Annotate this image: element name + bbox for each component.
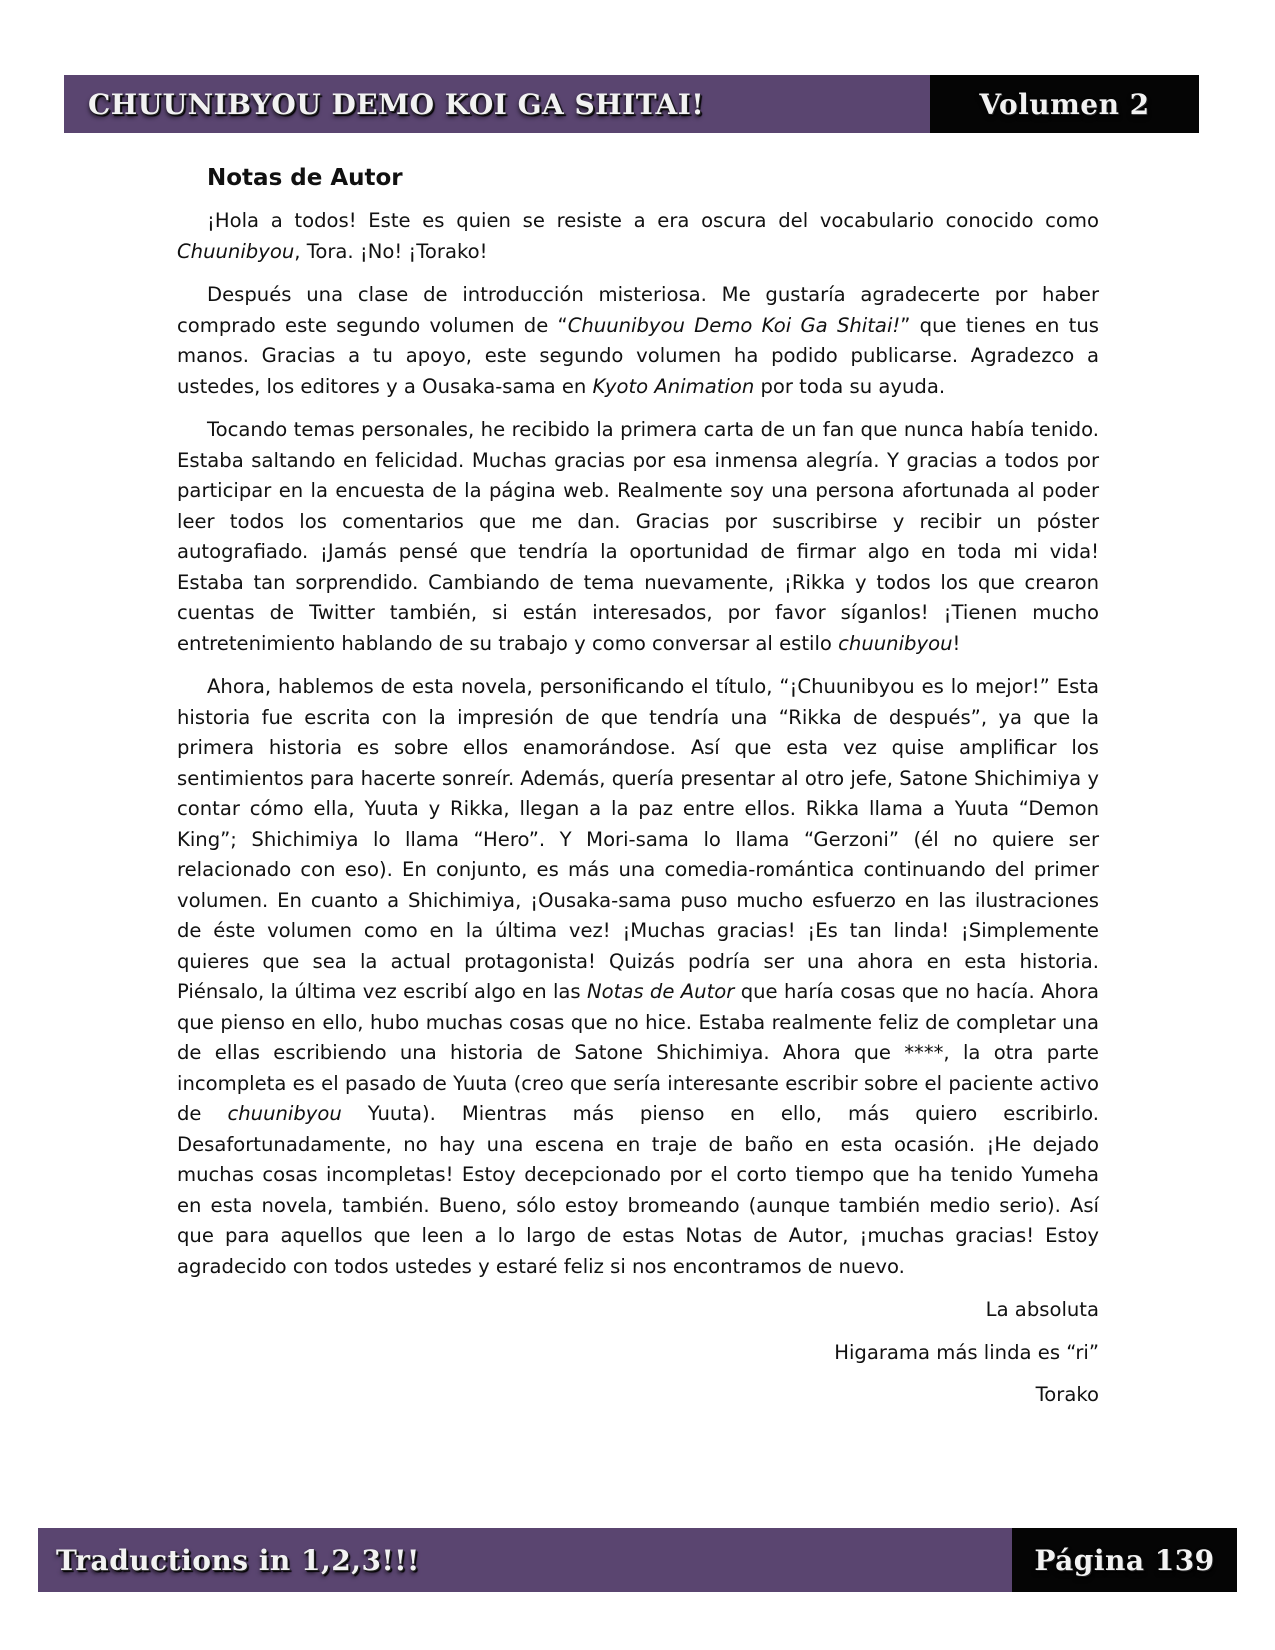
italic-text: Notas de Autor: [587, 980, 735, 1003]
italic-text: chuunibyou: [227, 1102, 342, 1125]
text-run: por toda su ayuda.: [754, 374, 946, 398]
series-title: CHUUNIBYOU DEMO KOI GA SHITAI!: [88, 87, 705, 121]
paragraph: [177, 206, 1099, 267]
page-footer: [38, 1528, 1237, 1592]
text-run: que haría cosas que no hacía. Ahora que pienso en ello, hubo muchas cosas que no hice. Estaba realmente feliz de completar una de ellas escribiendo una historia de Satone Shichimiya. Ahora que ****, la otra parte incompleta es el pasado de Yuuta (creo que sería interesante escribir sobre el paciente activo de: [177, 980, 1099, 1125]
paragraph: [177, 415, 1099, 659]
italic-text: chuunibyou: [838, 631, 953, 655]
italic-text: Chuunibyou Demo Koi Ga Shitai!: [567, 313, 901, 337]
text-run: Yuuta). Mientras más pienso en ello, más quiero escribirlo. Desafortunadamente, no hay una escena en traje de baño en esta ocasión. ¡He dejado muchas cosas incompletas! Estoy decepcionado por el corto tiempo que ha tenido Yumeha en esta novela, también. Bueno, sólo estoy bromeando (aunque también medio serio). Así que para aquellos que leen a lo largo de estas Notas de Autor, ¡muchas gracias! Estoy agradecido con todos ustedes y estaré feliz si nos encontramos de nuevo.: [177, 1102, 1099, 1278]
page-number: Página 139: [1034, 1543, 1215, 1577]
text-run: ” que tienes en tus manos. Gracias a tu apoyo, este segundo volumen ha podido publicarse. Agradezco a ustedes, los editores y a Ousaka-sama en: [177, 313, 1099, 398]
text-run: ¡Hola a todos! Este es quien se resiste a era oscura del vocabulario conocido como: [207, 209, 1099, 232]
paragraph: [177, 672, 1099, 1282]
paragraph: [177, 280, 1099, 402]
text-run: Después una clase de introducción misteriosa. Me gustaría agradecerte por haber comprado este segundo volumen de “: [177, 283, 1099, 337]
text-run: Tocando temas personales, he recibido la primera carta de un fan que nunca había tenido. Estaba saltando en felicidad. Muchas gracias por esa inmensa alegría. Y gracias a todos por participar en la encuesta de la página web. Realmente soy una persona afortunada al poder leer todos los comentarios que me dan. Gracias por suscribirse y recibir un póster autografiado. ¡Jamás pensé que tendría la oportunidad de firmar algo en toda mi vida! Estaba tan sorprendido. Cambiando de tema nuevamente, ¡Rikka y todos los que crearon cuentas de Twitter también, si están interesados, por favor síganlos! ¡Tienen mucho entretenimiento hablando de su trabajo y como conversar al estilo: [177, 418, 1099, 655]
document-title: Notas de Autor: [207, 165, 403, 191]
paragraph-list: [177, 206, 1099, 1282]
header-title-band: [64, 75, 930, 133]
signature-line: La absoluta: [985, 1298, 1099, 1321]
signature-line: Higarama más linda es “ri”: [834, 1340, 1099, 1364]
header-volume-band: [930, 75, 1199, 133]
translation-group: Traductions in 1,2,3!!!: [56, 1543, 420, 1577]
volume-label: Volumen 2: [979, 87, 1150, 121]
signature-block: [177, 1295, 1099, 1411]
document-body: [177, 162, 1099, 1423]
signature-line: Torako: [1035, 1383, 1099, 1406]
text-run: !: [952, 631, 961, 655]
text-run: Ahora, hablemos de esta novela, personificando el título, “¡Chuunibyou es lo mejor!” Esta historia fue escrita con la impresión de que tendría una “Rikka de después”, ya que la primera historia es sobre ellos enamorándose. Así que esta vez quise amplificar los sentimientos para hacerte sonreír. Además, quería presentar al otro jefe, Satone Shichimiya y contar cómo ella, Yuuta y Rikka, llegan a la paz entre ellos. Rikka llama a Yuuta “Demon King”; Shichimiya lo llama “Hero”. Y Mori-sama lo llama “Gerzoni” (él no quiere ser relacionado con eso). En conjunto, es más una comedia-romántica continuando del primer volumen. En cuanto a Shichimiya, ¡Ousaka-sama puso mucho esfuerzo en las ilustraciones de éste volumen como en la última vez! ¡Muchas gracias! ¡Es tan linda! ¡Simplemente quieres que sea la actual protagonista! Quizás podría ser una ahora en esta historia. Piénsalo, la última vez escribí algo en las: [177, 675, 1099, 1003]
italic-text: Chuunibyou: [177, 239, 295, 263]
footer-group-band: [38, 1528, 1012, 1592]
page-header: [64, 75, 1199, 133]
footer-page-band: [1012, 1528, 1237, 1592]
italic-text: Kyoto Animation: [592, 374, 755, 398]
text-run: , Tora. ¡No! ¡Torako!: [294, 239, 488, 263]
